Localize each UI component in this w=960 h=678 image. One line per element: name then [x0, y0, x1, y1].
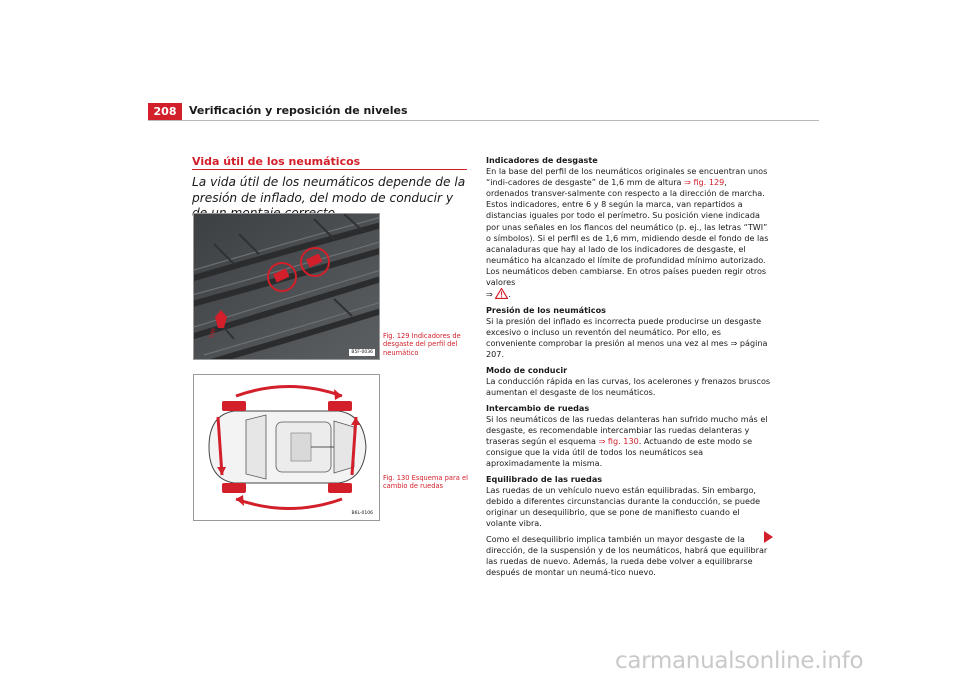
header-rule	[148, 120, 819, 121]
heading-wear-indicators: Indicadores de desgaste	[486, 155, 598, 165]
figure-code: B6L-0106	[351, 511, 373, 516]
paragraph-driving-mode: La conducción rápida en las curvas, los acelerones y frenazos bruscos aumentan el desgaste de los neumáticos.	[486, 375, 771, 398]
paragraph-tire-pressure: Si la presión del inflado es incorrecta puede producirse un desgaste excesivo o incluso un reventón del neumático. Por ello, es conveniente comprobar la presión al menos una vez al mes ⇒ página 207.	[486, 315, 768, 360]
paragraph-wheel-balancing-1: Las ruedas de un vehículo nuevo están equilibradas. Sin embargo, debido a diferentes circunstancias durante la conducción, se puede originar un desequilibrio, que se pone de manifiesto cuando el volante vibra.	[486, 485, 761, 529]
heading-wheel-swap: Intercambio de ruedas	[486, 402, 590, 413]
heading-driving-mode: Modo de conducir	[486, 364, 568, 375]
paragraph-wheel-balancing-2: Como el desequilibrio implica también un mayor desgaste de la dirección, de la suspensión y de los neumáticos, habrá que equilibrar las ruedas de nuevo. Además, la rueda debe volver a equilibrarse después de montar un neumá-tico nuevo.	[486, 533, 768, 578]
page-number: 208	[148, 103, 182, 120]
paragraph-wear-indicators: En la base del perfil de los neumáticos originales se encuentran unos “indi-cadores de desgaste” de 1,6 mm de altura ⇒ fig. 129, ordenados transver-salmente con respecto a la dirección de marcha. Estos indicadores, entre 6 y 8 según la marca, van repartidos a distancias iguales por todo el perímetro. Su posición viene indicada por unas señales en los flancos del neumático (p. ej., las letras “TWI” o símbolos). Si el perfil es de 1,6 mm, midiendo desde el fondo de las acanaladuras que hay al lado de los indicadores de desgaste, el neumático ha alcanzado el límite de profundidad mínimo autorizado. Los neumáticos deben cambiarse. En otros países pueden regir otros valores ⇒ .	[486, 166, 769, 300]
figure-caption-129: Fig. 129 Indicadores de desgaste del perfil del neumático	[383, 332, 461, 357]
twi-marking: TWI	[209, 327, 218, 340]
heading-tire-pressure: Presión de los neumáticos	[486, 304, 606, 315]
figure-code: B5F-0036	[351, 350, 373, 355]
watermark: carmanualsonline.info	[615, 648, 864, 674]
figure-tire-tread	[193, 213, 380, 360]
section-lead: La vida útil de los neumáticos depende de la presión de inflado, del modo de conducir y	[192, 175, 466, 205]
link-fig-130[interactable]: ⇒ fig. 130	[598, 436, 639, 447]
section-title: Vida útil de los neumáticos	[192, 155, 361, 168]
figure-wheel-rotation	[193, 374, 380, 521]
section-rule	[192, 169, 467, 170]
figure-caption-130: Fig. 130 Esquema para el cambio de ruedas	[383, 474, 468, 491]
warning-icon[interactable]	[495, 288, 508, 299]
wheel-rotation-diagram	[194, 375, 379, 520]
body-column	[486, 155, 771, 583]
tire-tread-illustration	[194, 214, 379, 359]
link-fig-129[interactable]: ⇒ fig. 129	[684, 177, 725, 188]
paragraph-wheel-swap: Si los neumáticos de las ruedas delanteras han sufrido mucho más el desgaste, es recomendable intercambiar las ruedas delanteras y traseras según el esquema ⇒ fig. 130. Actuando de este modo se consigue que la vida útil de todos los neumáticos sea aproximadamente la misma.	[486, 413, 768, 469]
heading-wheel-balancing: Equilibrado de las ruedas	[486, 473, 603, 484]
running-header-title: Verificación y reposición de niveles	[189, 104, 408, 117]
next-page-arrow-icon[interactable]	[764, 531, 773, 543]
